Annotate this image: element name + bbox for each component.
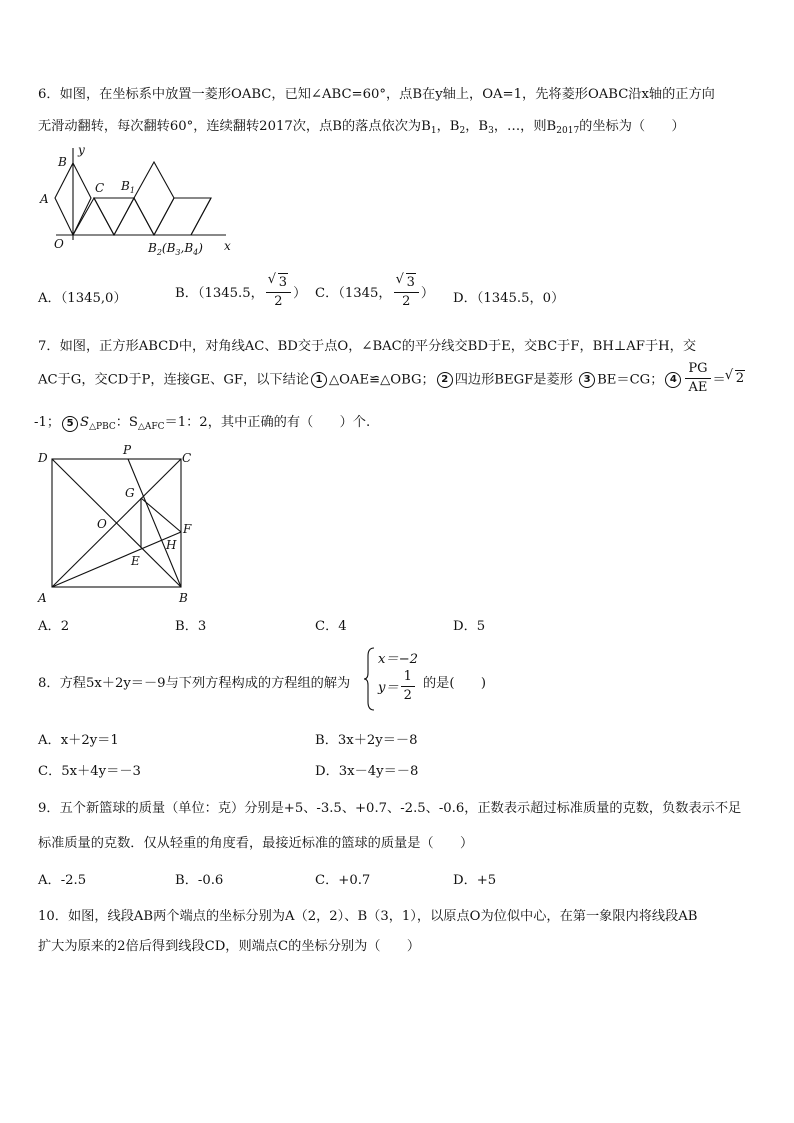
q7-label-F: F [183,522,192,536]
q6-stem-line2: 无滑动翻转，每次翻转60°，连续翻转2017次，点B的落点依次为$B_1$，$B_2$，$B_3$，…，则$B_{2017}$的坐标为（ ） [38,119,685,136]
q7-option-D[interactable]: D．5 [453,619,486,634]
q6-label-O: O [54,237,64,251]
q10-stem-line2: 扩大为原来的2倍后得到线段CD，则端点C的坐标分别为（ ） [38,939,421,954]
circled-1-icon: 1 [311,372,327,388]
q7-label-H: H [166,538,177,552]
q7-square-figure [36,442,206,607]
circled-5-icon: 5 [62,416,78,432]
q7-label-D: D [38,451,48,465]
q8-tail: 的是( ) [423,676,487,691]
q7-label-C: C [182,451,192,465]
q9-stem-line1: 9．五个新篮球的质量（单位：克）分别是+5、-3.5、+0.7、-2.5、-0.6，正数表示超过标准质量的克数，负数表示不足 [38,801,742,816]
q6-label-x: x [224,239,231,253]
q6-label-C: C [95,181,105,195]
q6-label-B: B [58,155,67,169]
q8-option-C[interactable]: C．5x＋4y＝－3 [38,764,141,779]
q7-stem-line3: -1； 5 $S_{\triangle PBC}$：$S_{\triangle AFC}=1$：2，其中正确的有（ ）个. [34,415,371,432]
circled-4-icon: 4 [665,372,681,388]
q8-system-line1: x＝−2 [378,652,419,667]
q6-label-B2: $B_2(B_3,B_4)$ [148,241,203,257]
q6-label-y: y [78,143,85,157]
q7-label-E: E [131,554,140,568]
q7-option-A[interactable]: A．2 [38,619,70,634]
q7-label-O: O [97,517,107,531]
q6-rhombus-figure [36,140,246,262]
q8-stem: 8．方程5x＋2y＝－9与下列方程构成的方程组的解为 [38,676,351,691]
q9-option-C[interactable]: C．+0.7 [315,873,371,888]
circled-3-icon: 3 [579,372,595,388]
q10-stem-line1: 10．如图，线段AB两个端点的坐标分别为A（2，2）、B（3，1），以原点O为位似中心，在第一象限内将线段AB [38,909,698,924]
q6-option-A[interactable]: A．（1345,0） [38,291,127,306]
q6-option-C[interactable]: C．（1345， √ $\frac{3}{2}$ ） [315,273,434,310]
q8-system-line2: y＝ $\frac{1}{2}$ [378,668,417,704]
q7-label-A: A [38,591,47,605]
q7-option-B[interactable]: B．3 [175,619,207,634]
q6-label-B1: $B_1$ [121,179,135,195]
q7-stem-line2: AC于G，交CD于P，连接GE、GF，以下结论 1 △OAE≌△OBG； 2 四边形BEGF是菱形 3 BE＝CG； 4 $\frac{PG}{AE}$ ＝√ 2 [38,360,745,396]
q9-option-B[interactable]: B．-0.6 [175,873,224,888]
circled-2-icon: 2 [437,372,453,388]
q6-option-D[interactable]: D．（1345.5，0） [453,291,565,306]
q7-stem-line1: 7．如图，正方形ABCD中，对角线AC、BD交于点O，∠BAC的平分线交BD于E，交BC于F，BH⊥AF于H，交 [38,339,697,354]
q8-brace [364,646,376,712]
q7-option-C[interactable]: C．4 [315,619,347,634]
q8-option-B[interactable]: B．3x＋2y＝－8 [315,733,418,748]
q9-stem-line2: 标准质量的克数．仅从轻重的角度看，最接近标准的篮球的质量是（ ） [38,836,474,851]
q6-label-A: A [40,192,49,206]
q7-label-P: P [123,443,132,457]
q8-option-D[interactable]: D．3x－4y＝－8 [315,764,419,779]
q9-option-D[interactable]: D．+5 [453,873,497,888]
q8-option-A[interactable]: A．x＋2y＝1 [38,733,119,748]
q9-option-A[interactable]: A．-2.5 [38,873,87,888]
q7-label-B: B [179,591,188,605]
q7-label-G: G [125,486,135,500]
q6-option-B[interactable]: B．（1345.5， √ $\frac{3}{2}$ ） [175,273,306,310]
q6-stem-line1: 6．如图，在坐标系中放置一菱形OABC，已知∠ABC=60°，点B在y轴上，OA=1，先将菱形OABC沿x轴的正方向 [38,87,715,102]
